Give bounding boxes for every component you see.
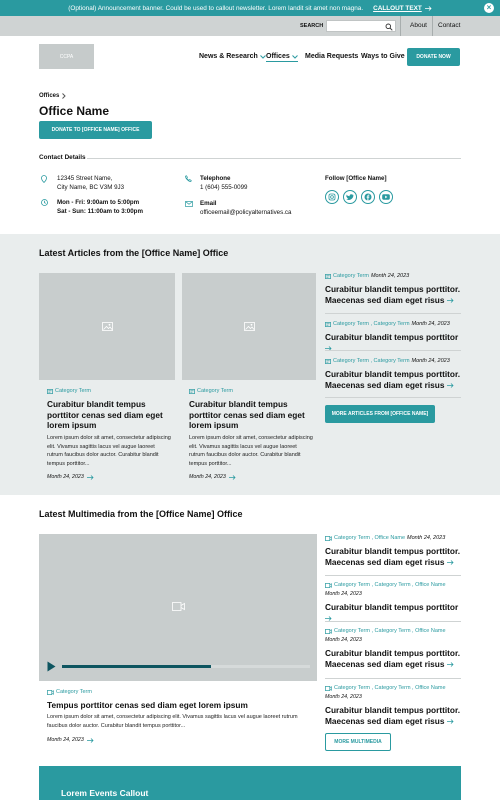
chevron-down-icon xyxy=(260,55,266,59)
side-media-date: Month 24, 2023 xyxy=(325,591,362,597)
close-icon[interactable]: × xyxy=(484,3,494,13)
article-image[interactable] xyxy=(39,273,175,380)
nav-media-requests[interactable] xyxy=(305,53,358,60)
side-title-text: Curabitur blandit tempus porttitor. Maecenas sed diam eget risus xyxy=(325,284,461,305)
donate-now-button[interactable]: DONATE NOW xyxy=(407,48,460,66)
address-line-1: 12345 Street Name, xyxy=(57,175,113,182)
date-text: Month 24, 2023 xyxy=(189,474,226,480)
multimedia-title[interactable]: Tempus porttitor cenas sed diam eget lorem ipsum xyxy=(47,700,248,710)
about-link[interactable]: About xyxy=(410,22,427,29)
callout-link[interactable] xyxy=(373,5,432,12)
side-article-meta xyxy=(325,321,450,327)
chevron-down-icon xyxy=(292,55,298,59)
category-label[interactable]: Category Term , Category Term , Office Name xyxy=(334,582,446,588)
utility-bar xyxy=(0,16,500,36)
side-media-meta xyxy=(325,535,445,541)
video-category-icon xyxy=(325,583,332,588)
side-title-text: Curabitur blandit tempus porttitor xyxy=(325,602,459,612)
multimedia-date xyxy=(47,737,94,743)
date-text: Month 24, 2023 xyxy=(370,273,410,279)
article-title[interactable]: Curabitur blandit tempus porttitor cenas sed diam eget lorem ipsum xyxy=(189,399,305,430)
category-label: Category Term xyxy=(55,388,91,394)
arrow-right-icon xyxy=(447,383,454,388)
category-icon xyxy=(47,389,53,394)
arrow-right-icon xyxy=(425,6,432,11)
email-icon xyxy=(185,201,193,207)
divider xyxy=(325,350,461,351)
callout-link-label: CALLOUT TEXT xyxy=(373,4,422,12)
divider xyxy=(325,313,461,314)
nav-label: Media Requests xyxy=(305,53,359,60)
side-media-title[interactable] xyxy=(325,705,461,726)
telephone-label: Telephone xyxy=(200,175,231,182)
arrow-right-icon xyxy=(447,298,454,303)
category-icon xyxy=(325,359,331,364)
date-text: Month 24, 2023 xyxy=(47,737,84,743)
breadcrumb-offices: Offices xyxy=(39,93,60,99)
telephone-number[interactable]: 1 (604) 555-0099 xyxy=(200,184,248,191)
date-text: Month 24, 2023 xyxy=(407,535,446,541)
article-excerpt: Lorem ipsum dolor sit amet, consectetur adipiscing elit. Vivamus sagittis lacus vel augue laoreet rutrum faucibus dolor auctor. Curabitur blandit tempus porttitor... xyxy=(47,435,171,467)
category-icon xyxy=(189,389,195,394)
facebook-icon[interactable] xyxy=(361,190,375,204)
category-label[interactable]: Category Term , Category Term , Office Name xyxy=(334,685,446,691)
telephone-block xyxy=(200,174,247,192)
side-media-meta xyxy=(325,582,446,588)
article-title[interactable]: Curabitur blandit tempus porttitor cenas sed diam eget lorem ipsum xyxy=(47,399,163,430)
more-multimedia-button[interactable]: MORE MULTIMEDIA xyxy=(325,733,391,751)
nav-label: Ways to Give xyxy=(361,53,405,60)
instagram-icon[interactable] xyxy=(325,190,339,204)
search-box xyxy=(326,20,396,32)
video-category-icon xyxy=(47,690,54,695)
play-icon[interactable] xyxy=(47,661,56,672)
progress-fill xyxy=(62,665,211,668)
arrow-right-icon xyxy=(447,719,454,724)
address-line-2: City Name, BC V3M 9J3 xyxy=(57,184,125,191)
side-article-meta xyxy=(325,273,409,279)
twitter-icon[interactable] xyxy=(343,190,357,204)
clock-icon xyxy=(41,199,48,206)
article-excerpt: Lorem ipsum dolor sit amet, consectetur adipiscing elit. Vivamus sagittis lacus vel augue laoreet rutrum faucibus dolor auctor. Curabitur blandit tempus porttitor... xyxy=(189,435,313,467)
date-text: Month 24, 2023 xyxy=(411,358,450,364)
video-category-icon xyxy=(325,686,332,691)
category-label[interactable]: Category Term , Category Term xyxy=(333,321,410,327)
divider xyxy=(325,678,461,679)
multimedia-excerpt: Lorem ipsum dolor sit amet, consectetur adipiscing elit. Vivamus sagittis lacus vel augue laoreet rutrum faucibus dolor auctor. Curabitur blandit tempus porttitor... xyxy=(47,714,298,729)
hours xyxy=(57,198,143,216)
image-placeholder-icon xyxy=(244,322,255,331)
breadcrumb[interactable] xyxy=(39,93,66,99)
arrow-right-icon[interactable] xyxy=(87,738,94,743)
announcement-banner xyxy=(0,0,500,16)
articles-heading: Latest Articles from the [Office Name] Office xyxy=(39,248,229,258)
email-address[interactable]: officeemail@policyalternatives.ca xyxy=(200,209,292,216)
article-image[interactable] xyxy=(182,273,316,380)
side-media-date: Month 24, 2023 xyxy=(325,694,362,700)
nav-offices[interactable] xyxy=(266,53,298,62)
events-callout[interactable] xyxy=(39,766,461,800)
arrow-right-icon xyxy=(447,560,454,565)
category-label[interactable]: Category Term , Category Term , Office Name xyxy=(334,628,446,634)
search xyxy=(300,20,396,32)
side-article-meta xyxy=(325,358,450,364)
article-date xyxy=(47,474,94,480)
video-category-icon xyxy=(325,629,332,634)
contact-details-label: Contact Details xyxy=(39,154,86,161)
logo[interactable]: CCPA xyxy=(39,44,94,69)
side-media-date: Month 24, 2023 xyxy=(325,637,362,643)
article-date xyxy=(189,474,236,480)
divider xyxy=(325,397,461,398)
nav-label: News & Research xyxy=(199,53,258,60)
category-label[interactable]: Category Term , Office Name xyxy=(334,535,406,541)
arrow-right-icon[interactable] xyxy=(229,475,236,480)
category-tag[interactable] xyxy=(189,388,233,394)
video-player[interactable] xyxy=(39,534,317,681)
category-tag[interactable] xyxy=(47,689,92,695)
search-icon[interactable] xyxy=(385,23,393,31)
arrow-right-icon[interactable] xyxy=(87,475,94,480)
email-block xyxy=(200,199,291,217)
date-text: Month 24, 2023 xyxy=(47,474,84,480)
side-article-title[interactable] xyxy=(325,284,461,305)
search-input[interactable] xyxy=(327,28,387,38)
youtube-icon[interactable] xyxy=(379,190,393,204)
category-label: Category Term xyxy=(56,689,92,695)
phone-icon xyxy=(185,175,192,182)
category-icon xyxy=(325,274,331,279)
divider xyxy=(325,575,461,576)
side-media-title[interactable] xyxy=(325,602,461,623)
image-placeholder-icon xyxy=(102,322,113,331)
side-media-title[interactable] xyxy=(325,546,461,567)
date-text: Month 24, 2023 xyxy=(411,321,450,327)
multimedia-heading: Latest Multimedia from the [Office Name] Office xyxy=(39,509,243,519)
video-placeholder-icon xyxy=(172,602,185,611)
divider xyxy=(325,621,461,622)
announcement-text: (Optional) Announcement banner. Could be used to callout newsletter. Lorem landit sit amet non magna. xyxy=(68,4,364,12)
video-category-icon xyxy=(325,536,332,541)
arrow-right-icon xyxy=(447,662,454,667)
category-label[interactable]: Category Term xyxy=(333,273,369,279)
side-media-title[interactable] xyxy=(325,648,461,669)
location-pin-icon xyxy=(41,175,47,183)
hours-weekend: Sat - Sun: 11:00am to 3:00pm xyxy=(57,208,143,215)
page-title: Office Name xyxy=(39,104,110,118)
category-tag[interactable] xyxy=(47,388,91,394)
arrow-right-icon xyxy=(325,616,332,621)
nav-ways-to-give[interactable] xyxy=(361,53,405,60)
divider xyxy=(432,16,433,36)
side-media-meta xyxy=(325,628,446,634)
follow-label: Follow [Office Name] xyxy=(325,175,387,182)
chevron-right-icon xyxy=(62,93,66,99)
more-articles-button[interactable]: MORE ARTICLES FROM [OFFICE NAME] xyxy=(325,405,435,423)
side-media-meta xyxy=(325,685,446,691)
nav-news-research[interactable] xyxy=(199,53,266,60)
category-icon xyxy=(325,322,331,327)
contact-link[interactable]: Contact xyxy=(438,22,461,29)
side-article-title[interactable] xyxy=(325,369,461,390)
address xyxy=(57,174,124,192)
nav-label: Offices xyxy=(266,53,290,60)
divider xyxy=(400,16,401,36)
donate-office-button[interactable]: DONATE TO [OFFICE NAME] OFFICE xyxy=(39,121,152,139)
category-label[interactable]: Category Term , Category Term xyxy=(333,358,410,364)
category-label: Category Term xyxy=(197,388,233,394)
divider xyxy=(87,158,461,159)
events-title: Lorem Events Callout xyxy=(61,788,149,798)
side-title-text: Curabitur blandit tempus porttitor. Maecenas sed diam eget risus xyxy=(325,369,461,390)
side-title-text: Curabitur blandit tempus porttitor. Maecenas sed diam eget risus xyxy=(325,546,461,567)
hours-weekday: Mon - Fri: 9:00am to 5:00pm xyxy=(57,199,140,206)
progress-track[interactable] xyxy=(62,665,310,668)
search-label: SEARCH xyxy=(300,23,324,29)
side-title-text: Curabitur blandit tempus porttitor. Maecenas sed diam eget risus xyxy=(325,705,461,726)
email-label: Email xyxy=(200,200,217,207)
side-title-text: Curabitur blandit tempus porttitor. Maecenas sed diam eget risus xyxy=(325,648,461,669)
side-title-text: Curabitur blandit tempus porttitor xyxy=(325,332,459,342)
